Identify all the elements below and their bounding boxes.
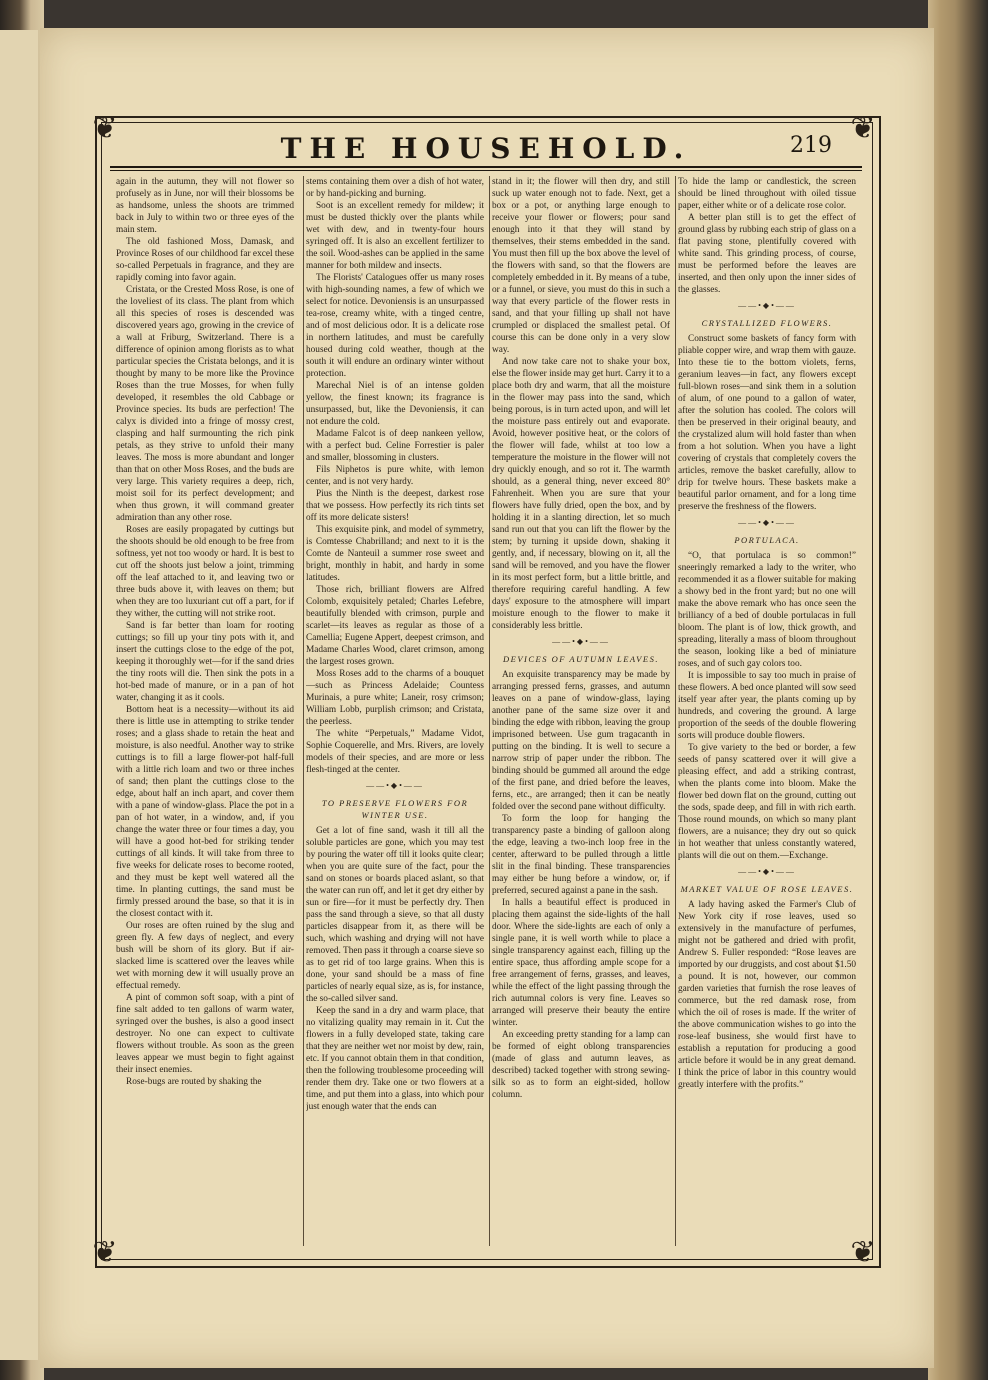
paragraph: To hide the lamp or candlestick, the screen should be lined throughout with oiled tissue paper, either white or of a delicate rose color. [678,177,856,211]
paragraph: stand in it; the flower will then dry, and still suck up water enough not to fade. Next, get a box or a pot, or anything large enough to receive your flower or flowers; pour sand enough into it that they will stand by themselves, their stems embedded in the sand. You must then fill up the box above the level of the flowers with sand, so that the flowers are completely embedded in it. By means of a tube, or a funnel, or sieve, you must do this in such a way that every particle of the flower rests in sand, and that your filling up shall not have crumpled or displaced the smallest petal. Of course this can be done only in a very slow way. [492,177,670,355]
paragraph: Pius the Ninth is the deepest, darkest rose that we possess. How perfectly its rich tints set off its more delicate sisters! [306,489,484,523]
section-heading: MARKET VALUE OF ROSE LEAVES. [680,884,854,894]
corner-ornament-icon: ❦ [850,1236,876,1269]
paragraph: A lady having asked the Farmer's Club of New York city if rose leaves, used so extensively in the manufacture of perfumes, might not be gathered and dried with profit, Andrew S. Fuller responded: “Rose leaves are imported by our druggists, and cost about $1.50 a pound. It is not, however, our common garden varieties that furnish the rose leaves of commerce, but the red damask rose, from which the oil of roses is made. If the writer of the above communication wishes to go into the rose-leaf business, she would first have to establish a reputation for producing a good article before it would be in any great demand. I think the price of labor in this country would greatly interfere with the profits.” [678,900,856,1090]
paragraph: This exquisite pink, and model of symmetry, is Comtesse Chabrilland; and next to it is the Comte de Nanteuil a summer rose sweet and bright, monthly in habit, and hardy in some latitudes. [306,525,484,583]
section-heading: TO PRESERVE FLOWERS FOR WINTER USE. [321,798,469,820]
paragraph: The Florists' Catalogues offer us many roses with high-sounding names, a few of which we select for notice. Devoniensis is an unsurpassed tea-rose, creamy white, with a tinged centre, and of most delicious odor. It is a delicate rose in northern latitudes, and must be carefully housed during cold weather, though at the south it will endure an ordinary winter without protection. [306,273,484,379]
paragraph: Sand is far better than loam for rooting cuttings; so fill up your tiny pots with it, and insert the cuttings close to the edge of the pot, keeping it thoroughly wet—for if the sand dries the tiny roots will die. Then sink the pots in a hot-bed made of manure, or in a pan of hot water, changing it as it cools. [116,621,294,703]
text-column-3 [492,176,670,1246]
section-heading: DEVICES OF AUTUMN LEAVES. [503,654,659,664]
masthead-rule [110,166,862,168]
section-heading: PORTULACA. [734,535,800,545]
section-ornament: ——•◆•—— [552,637,610,646]
section-heading: CRYSTALLIZED FLOWERS. [701,318,833,328]
page-number: 219 [790,133,832,158]
masthead-title: THE HOUSEHOLD. [280,131,692,165]
section-ornament: ——•◆•—— [738,518,796,527]
paragraph: The white “Perpetuals,” Madame Vidot, Sophie Coquerelle, and Mrs. Rivers, are lovely models of their species, and are more or less flesh-tinged at the center. [306,729,484,775]
paragraph: Our roses are often ruined by the slug and green fly. A few days of neglect, and every bush will be shorn of its glory. But if air-slacked lime is scattered over the leaves while wet with morning dew it will usually prove an effectual remedy. [116,921,294,991]
paragraph: Fils Niphetos is pure white, with lemon center, and is not very hardy. [306,465,484,487]
paragraph: To give variety to the bed or border, a few seeds of pansy scattered over it will give a pleasing effect, and add a striking contrast, when the plants come into bloom. Make the flower bed down flat on the ground, cutting out the sods, spade deep, and fill in with rich earth. Those round mounds, on which so many plant flowers, are a nuisance; they dry out so quick in hot weather that unless constantly watered, plants will die out on them.—Exchange. [678,743,856,861]
paragraph: An exceeding pretty standing for a lamp can be formed of eight oblong transparencies (made of glass and autumn leaves, as described) tacked together with strong sewing-silk so as to form an eight-sided, hollow column. [492,1030,670,1100]
paragraph: Moss Roses add to the charms of a bouquet—such as Princess Adelaide; Countess Murinais, a pure white; Laneir, rosy crimson; William Lobb, purplish crimson; and Cristata, the peerless. [306,669,484,727]
section-ornament: ——•◆•—— [738,867,796,876]
paragraph: Rose-bugs are routed by shaking the [126,1077,262,1087]
corner-ornament-icon: ❦ [850,112,876,145]
paragraph: A better plan still is to get the effect of ground glass by rubbing each strip of glass on a flat paving stone, plentifully covered with white sand. This grinding process, of course, must be performed before the leaves are inserted, and then only upon the inner sides of the glasses. [678,213,856,295]
paragraph: Keep the sand in a dry and warm place, that no vitalizing quality may remain in it. Cut the flowers in a fully developed state, taking care that they are neither wet nor moist by dew, rain, etc. If you cannot obtain them in that condition, then the following troublesome proceeding will render them dry. Take one or two flowers at a time, and put them into a glass, into which pour just enough water that the ends can [306,1006,484,1112]
paragraph: The old fashioned Moss, Damask, and Province Roses of our childhood far excel these so-called Perpetuals in fragrance, and they are rapidly coming into favor again. [116,237,294,283]
masthead-rule [110,170,862,171]
corner-ornament-icon: ❦ [92,112,118,145]
paragraph: In halls a beautiful effect is produced in placing them against the side-lights of the hall door. Where the side-lights are each of only a single pane, it is well worth while to place a single transparency against each, filling up the entire space, thus affording ample scope for a free arrangement of ferns, grasses, and leaves, while the effect of the light passing through the rich autumnal colors is very fine. Leaves so arranged will preserve their beauty the entire winter. [492,898,670,1028]
text-column-2 [306,176,484,1246]
paragraph: Get a lot of fine sand, wash it till all the soluble particles are gone, which you may test by pouring the water off till it looks quite clear; when you are quite sure of the fact, pour the sand on stones or boards placed aslant, so that the water can run off, and let it get dry either by sun or fire—for it must be perfectly dry. Then pass the sand through a sieve, so that all dusty particles disappear from it, as there will be such, which washing and drying will not have removed. Then pass it through a coarse sieve so as to get rid of too large grains. When this is done, your sand should be a mass of fine particles of nearly equal size, as is, for instance, the so-called silver sand. [306,826,484,1004]
paragraph: Madame Falcot is of deep nankeen yellow, with a perfect bud. Celine Forrestier is paler and smaller, blossoming in clusters. [306,429,484,463]
column-divider [303,176,304,1246]
text-column-4 [678,176,856,1246]
paragraph: Cristata, or the Crested Moss Rose, is one of the loveliest of its class. The plant from which all this species of roses is descended was discovered years ago, growing in the crevice of a wall at Friburg, Switzerland. There is a difference of opinion among florists as to what particular species the Cristata belongs, and it is thought by many to be more like the Province Roses than the true Mosses, for when fully developed, it resembles the old Cabbage or Province species. Its buds are perfection! The calyx is divided into a fringe of mossy crest, clasping and half surmounting the rich pink petals, as they strive to unfold their many leaves. The moss is more abundant and longer than that on other Moss Roses, and the buds are very large. This variety requires a deep, rich, moist soil for its perfect development; and when thus grown, it will command greater admiration than any other rose. [116,285,294,523]
paragraph: Soot is an excellent remedy for mildew; it must be dusted thickly over the plants while wet with dew, and in twenty-four hours syringed off. It is also an excellent fertilizer to the soil. Wood-ashes can be applied in the same manner for both mildew and insects. [306,201,484,271]
right-binding [928,0,988,1380]
masthead [110,128,862,168]
paragraph: And now take care not to shake your box, else the flower inside may get hurt. Carry it to a place both dry and warm, that all the moisture in the flower may pass into the sand, which being porous, is in turn acted upon, and will let the moisture pass entirely out and evaporate. Avoid, however positive heat, or the colors of the flower will fade, whilst at too low a temperature the moisture in the flower will not dry quickly enough, and so rot it. The warmth should, as a general thing, never exceed 80° Fahrenheit. When you are sure that your flowers have fully dried, open the box, and by holding it in a slanting direction, let so much sand run out that you can lift the flower by the stem; by turning it upside down, shaking it gently, and, if necessary, blowing on it, all the sand will be removed, and you have the flower in its most perfect form, but a little brittle, and therefore requiring careful handling. A few days' exposure to the atmosphere will impart moisture enough to the flower to make it considerably less brittle. [492,357,670,631]
column-divider [675,176,676,1246]
paragraph: again in the autumn, they will not flower so profusely as in June, nor will their blossoms be as handsome, unless the shoots are trimmed back in July to within two or three eyes of the main stem. [116,177,294,235]
paragraph: Bottom heat is a necessity—without its aid there is little use in attempting to strike tender roses; and a glass shade to retain the heat and moisture, is also needful. Another way to strike cuttings is to fill a large flower-pot half-full with a little rich loam and two or three inches of sand; then plant the cuttings close to the edge, about half an inch apart, and cover them with a pane of window-glass. Place the pot in a pan of hot water, in a window, and, if you change the water three or four times a day, you will have a good hot-bed for striking tender cuttings of all kinds. It will take from three to five weeks for delicate roses to become rooted, and they must be kept well watered all the time. In planting cuttings, the sand must be firmly pressed around the base, so that it is in the closest contact with it. [116,705,294,919]
paragraph: An exquisite transparency may be made by arranging pressed ferns, grasses, and autumn leaves on a pane of window-glass, laying another pane of the same size over it and binding the edge with ribbon, leaving the group imprisoned between. Use gum tragacanth in putting on the binding. It is well to secure a narrow strip of paper under the ribbon. The binding should be gummed all around the edge of the first pane, and dried before the leaves, ferns, etc., are arranged; then it can be neatly folded over the second pane without difficulty. [492,670,670,812]
paragraph: Construct some baskets of fancy form with pliable copper wire, and wrap them with gauze. Into these tie to the bottom violets, ferns, geranium leaves—in fact, any flowers except full-blown roses—and sink them in a solution of alum, of one pound to a gallon of water, after the solution has cooled. The colors will then be preserved in their original beauty, and the crystalized alum will hold faster than when from a hot solution. When you have a light covering of crystals that completely covers the articles, remove the basket carefully, allow to drip for twelve hours. These baskets make a beautiful parlor ornament, and for a long time preserve the freshness of the flowers. [678,334,856,512]
paragraph: Marechal Niel is of an intense golden yellow, the finest known; its fragrance is unsurpassed, but, like the Devoniensis, it can not endure the cold. [306,381,484,427]
facing-page-edge [0,30,38,1360]
paragraph: It is impossible to say too much in praise of these flowers. A bed once planted will sow seed itself year after year, the plants coming up by hundreds, and covering the ground. A large proportion of the seeds of the double flowering sorts will produce double flowers. [678,671,856,741]
paragraph: A pint of common soft soap, with a pint of fine salt added to ten gallons of warm water, syringed over the bushes, is also a good insect destroyer. No one can expect to cultivate flowers without trouble. As soon as the green leaves appear we must begin to fight against their insect enemies. [116,993,294,1075]
section-ornament: ——•◆•—— [738,301,796,310]
column-divider [489,176,490,1246]
section-ornament: ——•◆•—— [366,781,424,790]
text-column-1 [116,176,294,1246]
paragraph: stems containing them over a dish of hot water, or by hand-picking and burning. [306,177,484,199]
paragraph: “O, that portulaca is so common!” sneeringly remarked a lady to the writer, who recommended it as a flower suitable for making a showy bed in the front yard; but no one will make the above remark who has once seen the brilliancy of a bed of double portulacas in full bloom. The plant is of low, thick growth, and spreading, literally a mass of bloom throughout the season, looking like a bed of miniature roses, and of such gay colors too. [678,551,856,669]
paragraph: Roses are easily propagated by cuttings but the shoots should be old enough to be free from softness, yet not too woody or hard. It is best to cut off the shoots just below a joint, trimming off the leaf attached to it, and leaving two or three buds above it, with leaves on them; but when they are too luxuriant cut off a part, for if they wither, the cutting will not strike root. [116,525,294,619]
corner-ornament-icon: ❦ [92,1236,118,1269]
paragraph: To form the loop for hanging the transparency paste a binding of galloon along the edge, leaving a two-inch loop free in the center, afterward to be pulled through a little slit in the final binding. These transparencies may either be hung before a window, or, if preferred, secured against a pane in the sash. [492,814,670,896]
paragraph: Those rich, brilliant flowers are Alfred Colomb, exquisitely petaled; Charles Lefebre, beautifully blended with crimson, purple and scarlet—its leaves as regular as those of a Camellia; Eugene Appert, deepest crimson, and Madame Charles Wood, claret crimson, among the largest roses grown. [306,585,484,667]
